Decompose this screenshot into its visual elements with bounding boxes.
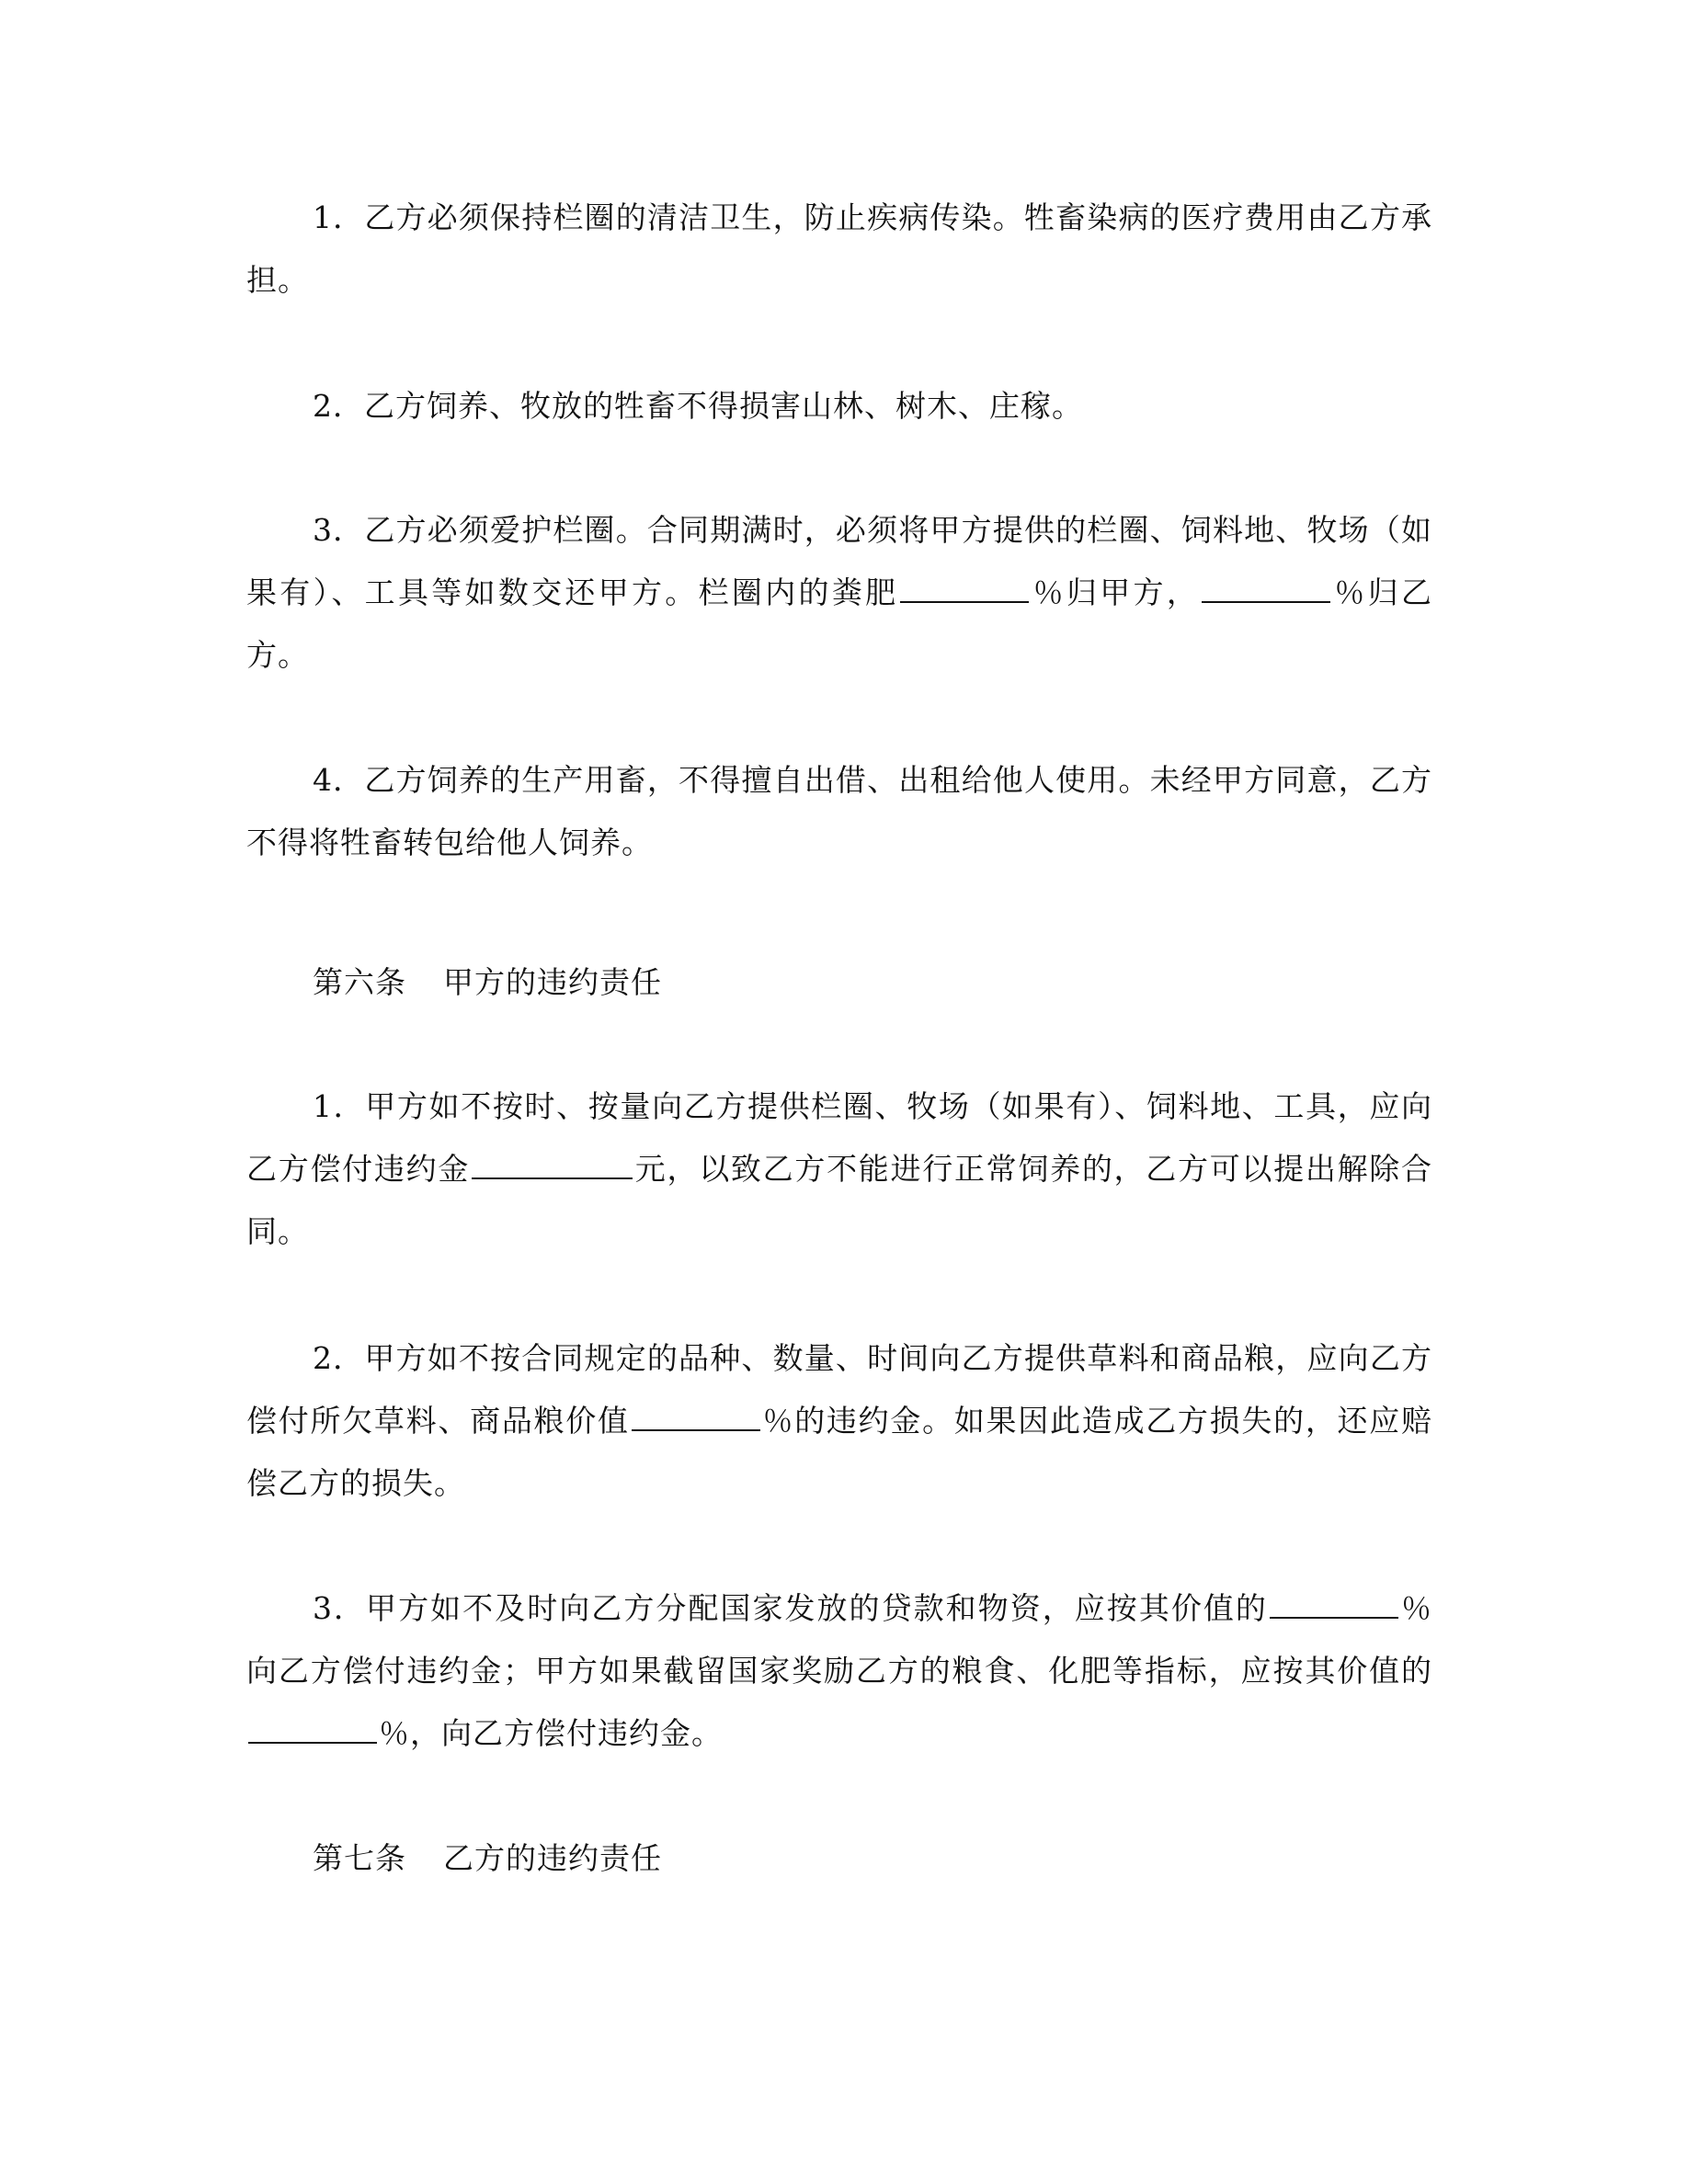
blank-line bbox=[472, 1150, 633, 1179]
article7-heading: 第七条 乙方的违约责任 bbox=[313, 1840, 662, 1876]
article5-item3: 3．乙方必须爱护栏圈。合同期满时，必须将甲方提供的栏圈、饲料地、牧场（如果有）、工具等如数交还甲方。栏圈内的粪肥 ％归甲方， ％归乙方。 bbox=[246, 512, 1433, 673]
article6-heading: 第六条 甲方的违约责任 bbox=[313, 964, 662, 1000]
article5-item4: 4．乙方饲养的生产用畜，不得擅自出借、出租给他人使用。未经甲方同意，乙方不得将牲畜转包给他人饲养。 bbox=[246, 762, 1432, 860]
article6-item1: 1．甲方如不按时、按量向乙方提供栏圈、牧场（如果有）、饲料地、工具，应向乙方偿付违约金 元，以致乙方不能进行正常饲养的，乙方可以提出解除合同。 bbox=[246, 1088, 1432, 1249]
blank-line bbox=[632, 1402, 760, 1431]
article6-item2: 2．甲方如不按合同规定的品种、数量、时间向乙方提供草料和商品粮，应向乙方偿付所欠草料、商品粮价值 ％的违约金。如果因此造成乙方损失的，还应赔偿乙方的损失。 bbox=[246, 1340, 1433, 1501]
blank-line bbox=[1270, 1589, 1398, 1619]
article6-item3: 3．甲方如不及时向乙方分配国家发放的贷款和物资，应按其价值的 ％向乙方偿付违约金；甲方如果截留国家奖励乙方的粮食、化肥等指标，应按其价值的％，向乙方偿付违约金。 bbox=[246, 1590, 1433, 1751]
article5-item1: 1．乙方必须保持栏圈的清洁卫生，防止疾病传染。牲畜染病的医疗费用由乙方承担。 bbox=[246, 199, 1432, 298]
article5-item2: 2．乙方饲养、牧放的牲畜不得损害山林、树木、庄稼。 bbox=[313, 388, 1083, 424]
blank-line bbox=[1202, 574, 1330, 603]
blank-line bbox=[900, 574, 1029, 603]
blank-line bbox=[248, 1714, 377, 1744]
